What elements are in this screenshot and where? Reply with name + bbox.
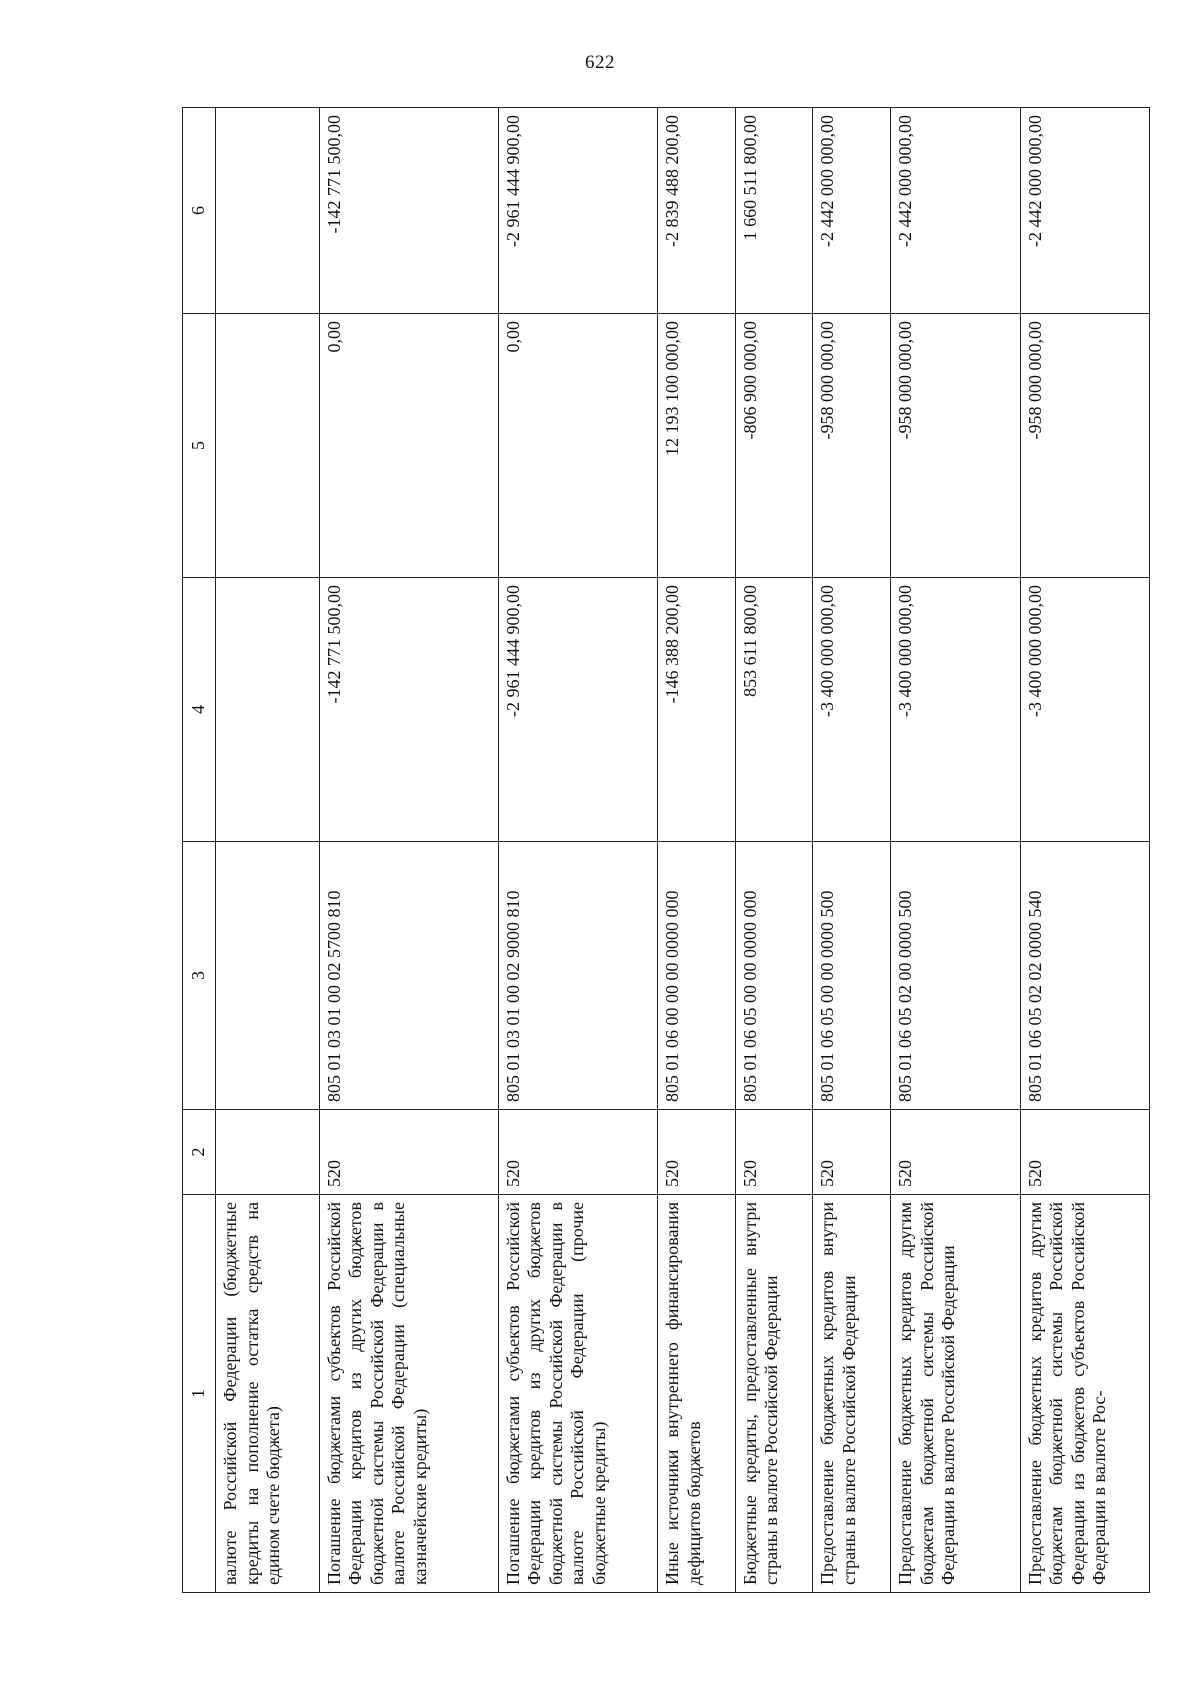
row-description: Предоставление бюджетных кредитов внутри страны в валюте Российской Федерации — [813, 1195, 891, 1593]
table-row — [319, 108, 498, 1593]
row-col6-value: -142 771 500,00 — [319, 108, 498, 314]
row-admin-code: 520 — [1020, 1110, 1149, 1195]
header-col-2: 2 — [183, 1110, 216, 1195]
row-col4-value: -2 961 444 900,00 — [498, 578, 658, 842]
row-admin-code: 520 — [891, 1110, 1020, 1195]
row-admin-code: 520 — [735, 1110, 813, 1195]
row-col4-value: -142 771 500,00 — [319, 578, 498, 842]
table-row — [216, 108, 320, 1593]
row-budget-code: 805 01 06 05 02 00 0000 500 — [891, 842, 1020, 1110]
table-row — [891, 108, 1020, 1593]
row-col6-value: 1 660 511 800,00 — [735, 108, 813, 314]
row-admin-code — [216, 1110, 320, 1195]
budget-sources-table — [182, 107, 1150, 1593]
row-budget-code: 805 01 03 01 00 02 5700 810 — [319, 842, 498, 1110]
row-description: Бюджетные кредиты, предоставленные внутри страны в валюте Российской Федерации — [735, 1195, 813, 1593]
row-description: Погашение бюджетами субъектов Российской Федерации кредитов из других бюджетов бюджетной системы Российской Федерации в валюте Российской Федерации (прочие бюджетные кредиты) — [498, 1195, 658, 1593]
row-col5-value: 12 193 100 000,00 — [658, 314, 736, 578]
table-row — [1020, 108, 1149, 1593]
header-col-1: 1 — [183, 1195, 216, 1593]
page-number: 622 — [585, 52, 615, 73]
row-col6-value — [216, 108, 320, 314]
row-col6-value: -2 961 444 900,00 — [498, 108, 658, 314]
header-col-4: 4 — [183, 578, 216, 842]
row-col5-value: 0,00 — [498, 314, 658, 578]
table-row — [658, 108, 736, 1593]
row-budget-code: 805 01 06 05 00 00 0000 000 — [735, 842, 813, 1110]
row-admin-code: 520 — [319, 1110, 498, 1195]
row-description: Погашение бюджетами субъектов Российской Федерации кредитов из других бюджетов бюджетной системы Российской Федерации в валюте Российской Федерации (специальные казначейские кредиты) — [319, 1195, 498, 1593]
row-col4-value — [216, 578, 320, 842]
row-budget-code: 805 01 06 05 00 00 0000 500 — [813, 842, 891, 1110]
row-col6-value: -2 442 000 000,00 — [1020, 108, 1149, 314]
row-col5-value: -806 900 000,00 — [735, 314, 813, 578]
row-admin-code: 520 — [658, 1110, 736, 1195]
header-col-5: 5 — [183, 314, 216, 578]
row-col4-value: -3 400 000 000,00 — [813, 578, 891, 842]
row-col4-value: 853 611 800,00 — [735, 578, 813, 842]
row-budget-code: 805 01 03 01 00 02 9000 810 — [498, 842, 658, 1110]
table-row — [813, 108, 891, 1593]
row-budget-code — [216, 842, 320, 1110]
row-col6-value: -2 442 000 000,00 — [813, 108, 891, 314]
row-budget-code: 805 01 06 05 02 02 0000 540 — [1020, 842, 1149, 1110]
table-row — [498, 108, 658, 1593]
row-description: Предоставление бюджетных кредитов другим бюджетам бюджетной системы Российской Федерации из бюджетов субъектов Российской Федерации в валюте Рос- — [1020, 1195, 1149, 1593]
table-row — [735, 108, 813, 1593]
row-col5-value: -958 000 000,00 — [813, 314, 891, 578]
row-col5-value: 0,00 — [319, 314, 498, 578]
row-col5-value — [216, 314, 320, 578]
row-description: валюте Российской Федерации (бюджетные кредиты на пополнение остатка средств на едином счете бюджета) — [216, 1195, 320, 1593]
row-col6-value: -2 442 000 000,00 — [891, 108, 1020, 314]
row-col5-value: -958 000 000,00 — [891, 314, 1020, 578]
row-col4-value: -3 400 000 000,00 — [891, 578, 1020, 842]
row-col6-value: -2 839 488 200,00 — [658, 108, 736, 314]
header-col-3: 3 — [183, 842, 216, 1110]
header-col-6: 6 — [183, 108, 216, 314]
row-col4-value: -3 400 000 000,00 — [1020, 578, 1149, 842]
row-col4-value: -146 388 200,00 — [658, 578, 736, 842]
row-col5-value: -958 000 000,00 — [1020, 314, 1149, 578]
row-description: Иные источники внутреннего финансирования дефицитов бюджетов — [658, 1195, 736, 1593]
table-container — [182, 108, 1150, 1593]
row-admin-code: 520 — [813, 1110, 891, 1195]
row-admin-code: 520 — [498, 1110, 658, 1195]
table-header-row — [183, 108, 216, 1593]
row-description: Предоставление бюджетных кредитов другим бюджетам бюджетной системы Российской Федерации в валюте Российской Федерации — [891, 1195, 1020, 1593]
row-budget-code: 805 01 06 00 00 00 0000 000 — [658, 842, 736, 1110]
